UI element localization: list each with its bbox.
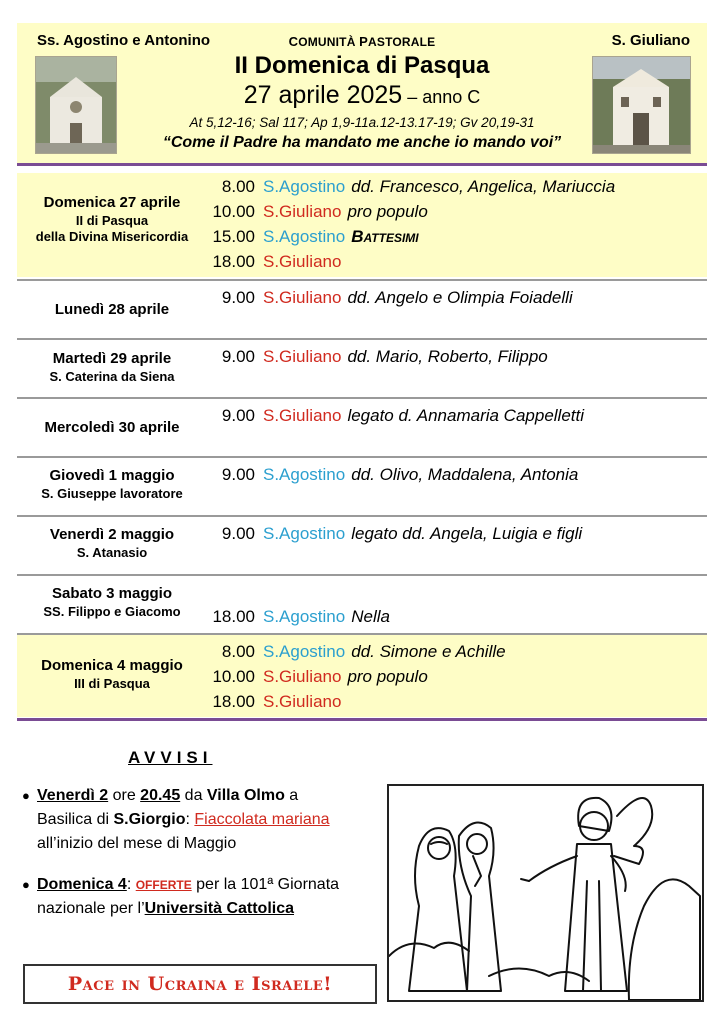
notice-fiaccolata: ● Venerdì 2 ore 20.45 da Villa Olmo a Basilica di S.Giorgio: Fiaccolata mariana all’inizio del mese di Maggio (22, 784, 382, 856)
day-block (17, 173, 707, 277)
gospel-quote: “Come il Padre ha mandato me anche io mando voi” (162, 134, 562, 151)
community-label: COMUNITÀ PASTORALE (288, 34, 436, 49)
mass-row: 9.00 S.Agostino legato dd. Angela, Luigia e figli (221, 524, 583, 543)
mass-row: 10.00 S.Giuliano pro populo (212, 202, 428, 221)
mass-row: 9.00 S.Agostino dd. Olivo, Maddalena, Antonia (221, 465, 579, 484)
notice-offerte: ● Domenica 4: OFFERTE per la 101ª Giornata nazionale per l’Università Cattolica (22, 873, 382, 921)
day-label: Domenica 27 aprile II di Pasqua della Divina Misericordia (35, 194, 189, 245)
bullet-icon: ● (22, 788, 30, 803)
schedule-bottom-divider (17, 718, 707, 721)
day-block (17, 399, 707, 455)
day-block (17, 635, 707, 717)
date-line: 27 aprile 2025 – anno C (243, 81, 481, 109)
mass-row: 15.00 S.Agostino Battesimi (212, 227, 419, 246)
day-label: Mercoledì 30 aprile (44, 419, 180, 436)
mass-row: 9.00 S.Giuliano legato d. Annamaria Cappelletti (221, 406, 585, 425)
mass-row: 18.00 S.Agostino Nella (212, 607, 390, 626)
mass-row: 8.00 S.Agostino dd. Francesco, Angelica, Mariuccia (221, 177, 616, 196)
parish-left-name: Ss. Agostino e Antonino (37, 32, 211, 49)
day-block (17, 281, 707, 337)
bullet-icon: ● (22, 877, 30, 892)
day-label: Domenica 4 maggio III di Pasqua (41, 657, 183, 691)
readings: At 5,12-16; Sal 117; Ap 1,9-11a.12-13.17-19; Gv 20,19-31 (189, 115, 535, 130)
angel-and-women-icon (389, 786, 702, 1000)
day-label: Venerdì 2 maggio S. Atanasio (49, 526, 175, 560)
resurrection-illustration (387, 784, 704, 1002)
day-block (17, 458, 707, 514)
day-label: Giovedì 1 maggio S. Giuseppe lavoratore (41, 467, 183, 501)
day-block (17, 576, 707, 632)
mass-row: 10.00 S.Giuliano pro populo (212, 667, 428, 686)
parish-right-name: S. Giuliano (611, 32, 690, 49)
peace-banner: Pace in Ucraina e Israele! (23, 964, 377, 1004)
day-block (17, 517, 707, 573)
bulletin-header (17, 23, 707, 163)
day-label: Martedì 29 aprile S. Caterina da Siena (49, 350, 175, 384)
mass-row: 9.00 S.Giuliano dd. Mario, Roberto, Filippo (221, 347, 548, 366)
mass-row: 8.00 S.Agostino dd. Simone e Achille (221, 642, 506, 661)
day-block (17, 340, 707, 396)
mass-row: 18.00 S.Giuliano (212, 252, 342, 271)
day-label: Sabato 3 maggio SS. Filippo e Giacomo (43, 585, 181, 619)
mass-row: 9.00 S.Giuliano dd. Angelo e Olimpia Foiadelli (221, 288, 573, 307)
page-title: II Domenica di Pasqua (234, 52, 490, 79)
header-divider (17, 163, 707, 166)
mass-row: 18.00 S.Giuliano (212, 692, 342, 711)
avvisi-heading: AVVISI (128, 748, 213, 767)
day-label: Lunedì 28 aprile (54, 301, 170, 318)
